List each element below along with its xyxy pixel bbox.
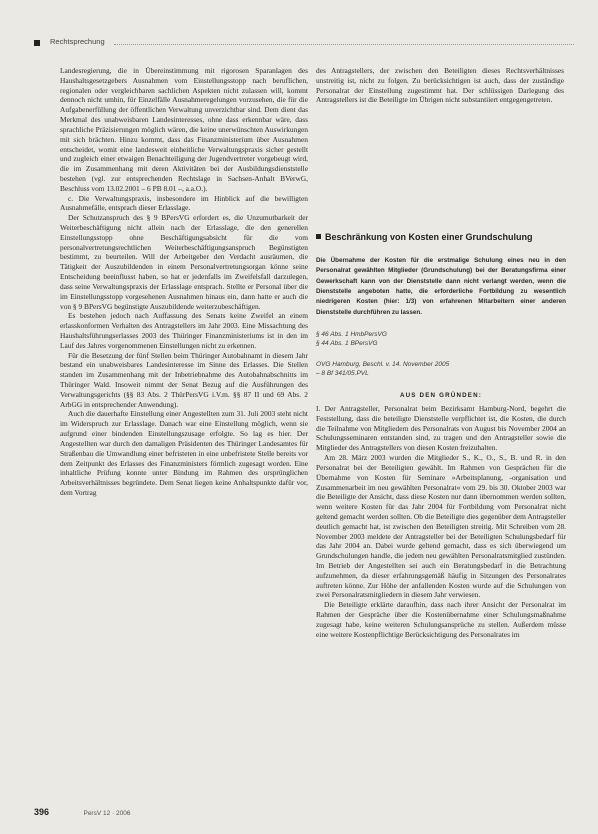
right-column-grounds (316, 404, 566, 640)
statute-ref: § 46 Abs. 1 HmbPersVG (316, 331, 387, 338)
running-header (34, 37, 574, 51)
left-paragraph: Der Schutzanspruch des § 9 BPersVG erfordert es, die Unzumutbarkeit der Weiterbeschäftigung nicht allein nach der Erlasslage, die den generellen Einstellungsstopp ohne Beschäftigungsabsicht für die vom personalvertretungsrechtlichen Weiterbeschäftigungsanspruch Begünstigten bestimmt, zu beurteilen. Will der Arbeitgeber den Verdacht ausräumen, die Tätigkeit der Auszubildenden in einem Personalvertretungsorgan könne seine Entscheidung beeinflusst haben, so hat er jedenfalls im Zweifelsfall darzulegen, dass seine Verwaltungspraxis der Erlasslage entsprach. Stellte er Personal über die im Einstellungsstopp vorgesehenen Ausnahmen hinaus ein, dann hatte er auch die von § 9 BPersVG begünstigte Auszubildende weiterzubeschäftigen. (60, 213, 308, 311)
right-paragraph: I. Der Antragsteller, Personalrat beim Bezirksamt Hamburg-Nord, begehrt die Feststellung, dass die beteiligte Dienststelle verpflichtet ist, die Kosten, die durch die Teilnahme von Mitgliedern des Personalrats von August bis November 2004 an Schulungsseminaren entstanden sind, zu tragen und den Antragsteller sowie die Mitglieder des Antragstellers von diesen Kosten freizuhalten. (316, 404, 566, 453)
page-number: 396 (34, 807, 50, 817)
header-rule (114, 44, 574, 45)
left-column (60, 66, 308, 498)
header-bullet-icon (34, 40, 40, 46)
section-title: Beschränkung von Kosten einer Grundschulung (316, 232, 566, 243)
section-bullet-icon (316, 234, 321, 239)
court-line: OVG Hamburg, Beschl. v. 14. November 2005 (316, 361, 450, 368)
right-paragraph: Am 28. März 2003 wurden die Mitglieder S., K., O., S., B. und R. in den Personalrat bei der Beteiligten gewählt. Im Rahmen von Gesprächen für die Übernahme von Kosten für Seminare »Arbeitsplanung, -organisation und Zusammenarbeit im neu gewählten Personalrat« vom 29. bis 30. Oktober 2003 war die Beteiligte der Ansicht, dass diese Kosten nur dann übernommen werden sollten, wenn weitere Kosten für das Jahr 2004 für Fortbildung vom Personalrat nicht geltend gemacht werden sollten. Ob die Beteiligte dies gegenüber dem Antragsteller deutlich gemacht hat, ist zwischen den Beteiligten streitig. Mit Schreiben vom 28. November 2003 meldete der Antragsteller bei der Beteiligten Schulungsbedarf für das Jahr 2004 an. Dabei wurde geltend gemacht, dass es sich überwiegend um Grundschulungen handle, die jedem neu gewählten Personalratsmitglied zustünden. Im Betrieb der Angestellten sei auch ein Beratungsbedarf in die Betrachtung aufzunehmen, da dieser erfahrungsgemäß häufig in Sitzungen des Personalrates auftreten könne. Zur Höhe der anfallenden Kosten wurde auf die Schulungen von zwei Personalratsmitgliedern in diesem Jahr verwiesen. (316, 453, 566, 600)
left-paragraph: Es bestehen jedoch nach Auffassung des Senats keine Zweifel an einem erlasskonformen Verhalten des Antragstellers im Jahr 2003. Eine Missachtung des Haushaltsführungserlasses 2003 des Thüringer Finanzministeriums ist in den im Lauf des Jahres vorgenommenen Einstellungen nicht zu erkennen. (60, 311, 308, 350)
page-footer (34, 802, 294, 816)
statute-ref: § 44 Abs. 1 BPersVG (316, 340, 378, 347)
left-paragraph: Auch die dauerhafte Einstellung einer Angestellten zum 31. Juli 2003 steht nicht im Widerspruch zur Erlasslage. Danach war eine Einstellung möglich, wenn sie aufgrund einer bindenden Einstellungszusage erfolgte. So lag es hier. Der Angestellten war durch den damaligen Präsidenten des Thüringer Landesamtes für Straßenbau die Umwandlung einer befristeten in eine unbefristete Stelle bereits vor dem Zeitpunkt des Erlasses des Finanzministers förmlich zugesagt worden. Eine inhaltliche Prüfung konnte unter Bindung im Rahmen des ursprünglichen Arbeitsverhältnisses begründete. Dem Senat liegen keine Anhaltspunkte dafür vor, dem Vortrag (60, 409, 308, 497)
right-paragraph: des Antragstellers, der zwischen den Beteiligten dieses Rechtsverhältnisses unstreitig ist, nicht zu folgen. Zu berücksichtigen ist auch, dass der zuständige Personalrat der Einstellung zugestimmt hat. Der schlüssigen Darlegung des Antragstellers ist die Beteiligte im Übrigen nicht substantiiert entgegengetreten. (316, 66, 564, 105)
grounds-heading: AUS DEN GRÜNDEN: (399, 392, 483, 399)
journal-issue: PersV 12 · 2006 (83, 810, 131, 817)
left-paragraph: Für die Besetzung der fünf Stellen beim Thüringer Autobahnamt in diesem Jahr bestand ein unabweisbares Landesinteresse im Sinne des Erlasses. Die Stellen standen im Zusammenhang mit der Inbetriebnahme des Autobahnabschnitts im Thüringer Wald. Insoweit nimmt der Senat Bezug auf die Ausführungen des Verwaltungsgerichts (§§ 83 Abs. 2 ThürPersVG i.V.m. §§ 87 II und 69 Abs. 2 ArbGG in entsprechender Anwendung). (60, 350, 308, 409)
section-summary: Die Übernahme der Kosten für die erstmalige Schulung eines neu in den Personalrat gewählten Mitglieder (Grundschulung) bei der Beratungsfirma einer Gewerkschaft kann von der Dienststelle dann nicht verlangt werden, wenn die Dienststelle angeboten hatte, die erforderliche Fortbildung zu wesentlich niedrigeren Kosten (hier: 1/3) von erfahrenen Mitarbeitern einer anderen Dienststelle durchführen zu lassen. (316, 257, 566, 316)
section-label: Rechtsprechung (50, 37, 105, 46)
left-paragraph: c. Die Verwaltungspraxis, insbesondere im Hinblick auf die bewilligten Ausnahmefälle, entsprach dieser Erlasslage. (60, 193, 308, 213)
right-paragraph: Die Beteiligte erklärte daraufhin, dass nach ihrer Ansicht der Personalrat im Rahmen der Gespräche über die Kostenübernahme einer Schulungsmaßnahme zugesagt habe, keine weiteren Schulungsansprüche zu stellen. Außerdem müsse eine weitere Kostenpflichtige Berücksichtigung des Personalrates im (316, 600, 566, 639)
court-line: – 8 Bf 341/05.PVL (316, 370, 369, 377)
right-column-top (316, 66, 564, 105)
court-citation (316, 360, 566, 378)
statute-references (316, 330, 566, 348)
left-paragraph: Landesregierung, die in Übereinstimmung mit rigorosen Sparanlagen des Haushaltsgesetzgebers Ausnahmen vom Einstellungsstopp nach beruflichen, regionalen oder vergleichbaren sachlichen Aspekten nicht zulassen will, kommt dennoch nicht umhin, für Einzelfälle Ausnahmeregelungen vorzusehen, die für die Aufgabenerfüllung der öffentlichen Verwaltung unverzichtbar sind. Dem dient das Merkmal des unabweisbaren Landesinteresses, ohne dass erkennbar wäre, dass sprachliche Präzisierungen möglich wären, die keine unerwünschten Auswirkungen mit sich brächten. Hinzu kommt, dass das Finanzministerium über Ausnahmen entscheidet, womit eine landesweit einheitliche Verwaltungspraxis sicher gestellt und zugleich einer etwaigen Benachteiligung der Jugendvertreter vorgebeugt wird, die im Zusammenhang mit deren Aktivitäten bei der Ausbildungsdienststelle bestehen (vgl. zur entsprechenden Rechtslage in Sachsen-Anhalt BVerwG, Beschluss vom 13.02.2001 – 6 PB 8.01 –, a.a.O.). (60, 66, 308, 193)
